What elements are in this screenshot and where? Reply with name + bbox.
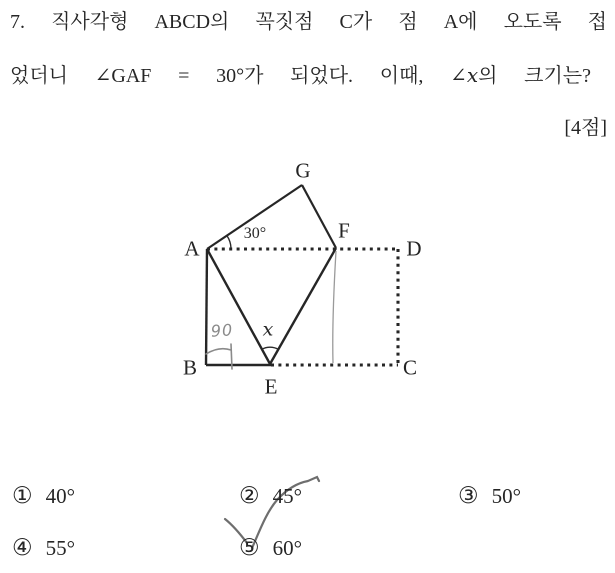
vertex-label-c: C bbox=[402, 355, 418, 380]
answer-option-1 bbox=[12, 485, 75, 508]
flap-edge-gf bbox=[302, 185, 336, 248]
angle-30-arc bbox=[227, 236, 231, 249]
question-text-segment: 었더니 ∠GAF = 30°가 되었다. 이때, ∠ bbox=[10, 65, 467, 87]
option-5-value: 60° bbox=[272, 536, 303, 560]
angle-x-label: x bbox=[262, 318, 274, 341]
vertex-label-e: E bbox=[264, 374, 278, 399]
fold-edge-fe bbox=[270, 248, 336, 364]
option-4-value: 55° bbox=[45, 536, 76, 560]
option-2-circled-number: ② bbox=[239, 483, 260, 509]
answer-option-2 bbox=[239, 485, 302, 508]
question-text-segment: 의 크기는? bbox=[478, 65, 591, 87]
option-2-value: 45° bbox=[272, 484, 303, 508]
answer-option-3 bbox=[458, 485, 521, 508]
pencil-line-f-down bbox=[333, 251, 336, 363]
vertex-label-g: G bbox=[295, 158, 311, 183]
angle-30-label: 30° bbox=[243, 225, 267, 242]
handwritten-90-label: 90 bbox=[210, 320, 234, 341]
pencil-right-angle-tick-b bbox=[231, 344, 232, 369]
angle-x-variable: x bbox=[466, 63, 479, 87]
option-4-circled-number: ④ bbox=[12, 535, 33, 561]
option-1-circled-number: ① bbox=[12, 483, 33, 509]
side-ab bbox=[206, 249, 207, 365]
fold-edge-ae bbox=[207, 249, 270, 364]
vertex-label-a: A bbox=[184, 236, 200, 261]
vertex-label-b: B bbox=[182, 355, 198, 380]
points-tag: [4점] bbox=[564, 117, 607, 139]
option-3-value: 50° bbox=[491, 484, 522, 508]
option-3-circled-number: ③ bbox=[458, 483, 479, 509]
angle-x-arc bbox=[262, 347, 278, 349]
answer-option-4 bbox=[12, 537, 75, 560]
answer-option-5 bbox=[239, 537, 302, 560]
vertex-label-d: D bbox=[406, 236, 422, 261]
question-text-line1: 7. 직사각형 ABCD의 꼭짓점 C가 점 A에 오도록 접 bbox=[10, 11, 607, 33]
option-5-circled-number: ⑤ bbox=[239, 535, 260, 561]
pencil-right-angle-curve-b bbox=[206, 349, 231, 354]
option-1-value: 40° bbox=[45, 484, 76, 508]
vertex-label-f: F bbox=[338, 218, 350, 243]
